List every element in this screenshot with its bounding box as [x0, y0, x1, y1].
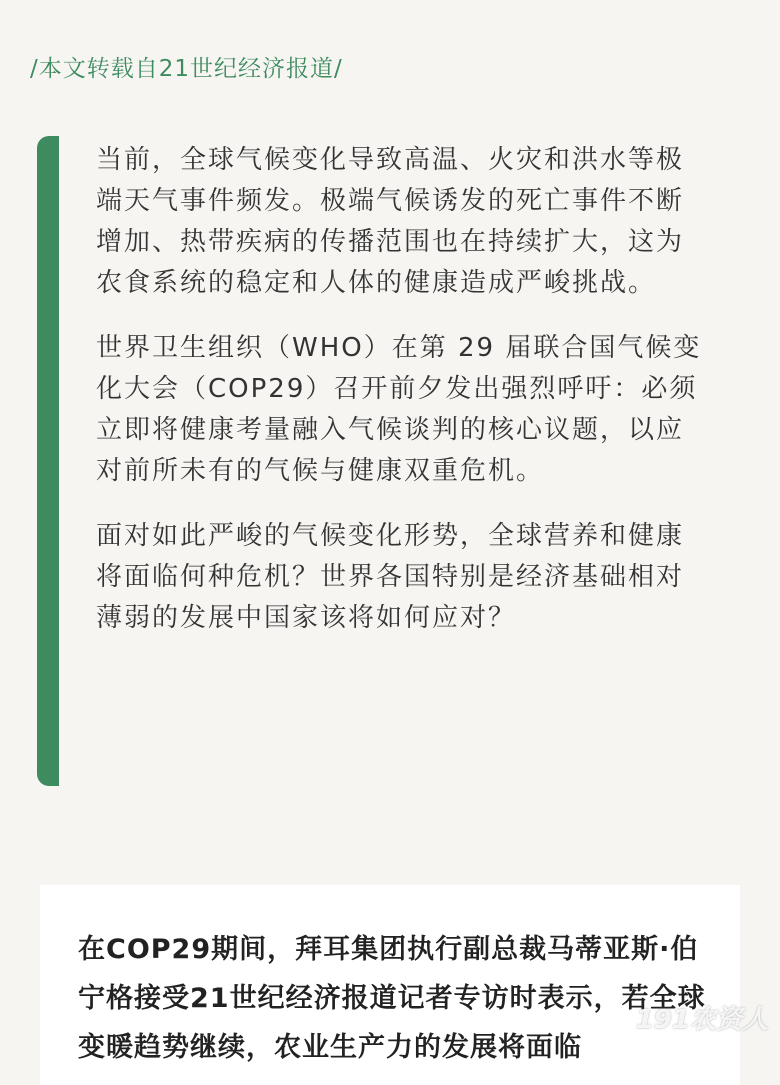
source-attribution: /本文转载自21世纪经济报道/	[30, 56, 343, 82]
quote-paragraph-2: 世界卫生组织（WHO）在第 29 届联合国气候变化大会（COP29）召开前夕发出强烈呼吁：必须立即将健康考量融入气候谈判的核心议题，以应对前所未有的气候与健康双重危机。	[96, 333, 702, 486]
quote-paragraph-1: 当前，全球气候变化导致高温、火灾和洪水等极端天气事件频发。极端气候诱发的死亡事件不断增加、热带疾病的传播范围也在持续扩大，这为农食系统的稳定和人体的健康造成严峻挑战。	[96, 145, 685, 298]
watermark-logo: 191农资人	[635, 1005, 768, 1035]
quote-accent-bar	[37, 136, 59, 786]
intro-quote-block	[96, 140, 706, 663]
highlight-text: 在COP29期间，拜耳集团执行副总裁马蒂亚斯·伯宁格接受21世纪经济报道记者专访时表示，若全球变暖趋势继续，农业生产力的发展将面临	[78, 934, 706, 1063]
quote-paragraph-3: 面对如此严峻的气候变化形势，全球营养和健康将面临何种危机？世界各国特别是经济基础相对薄弱的发展中国家该将如何应对？	[96, 521, 685, 633]
highlight-card	[40, 885, 740, 1085]
